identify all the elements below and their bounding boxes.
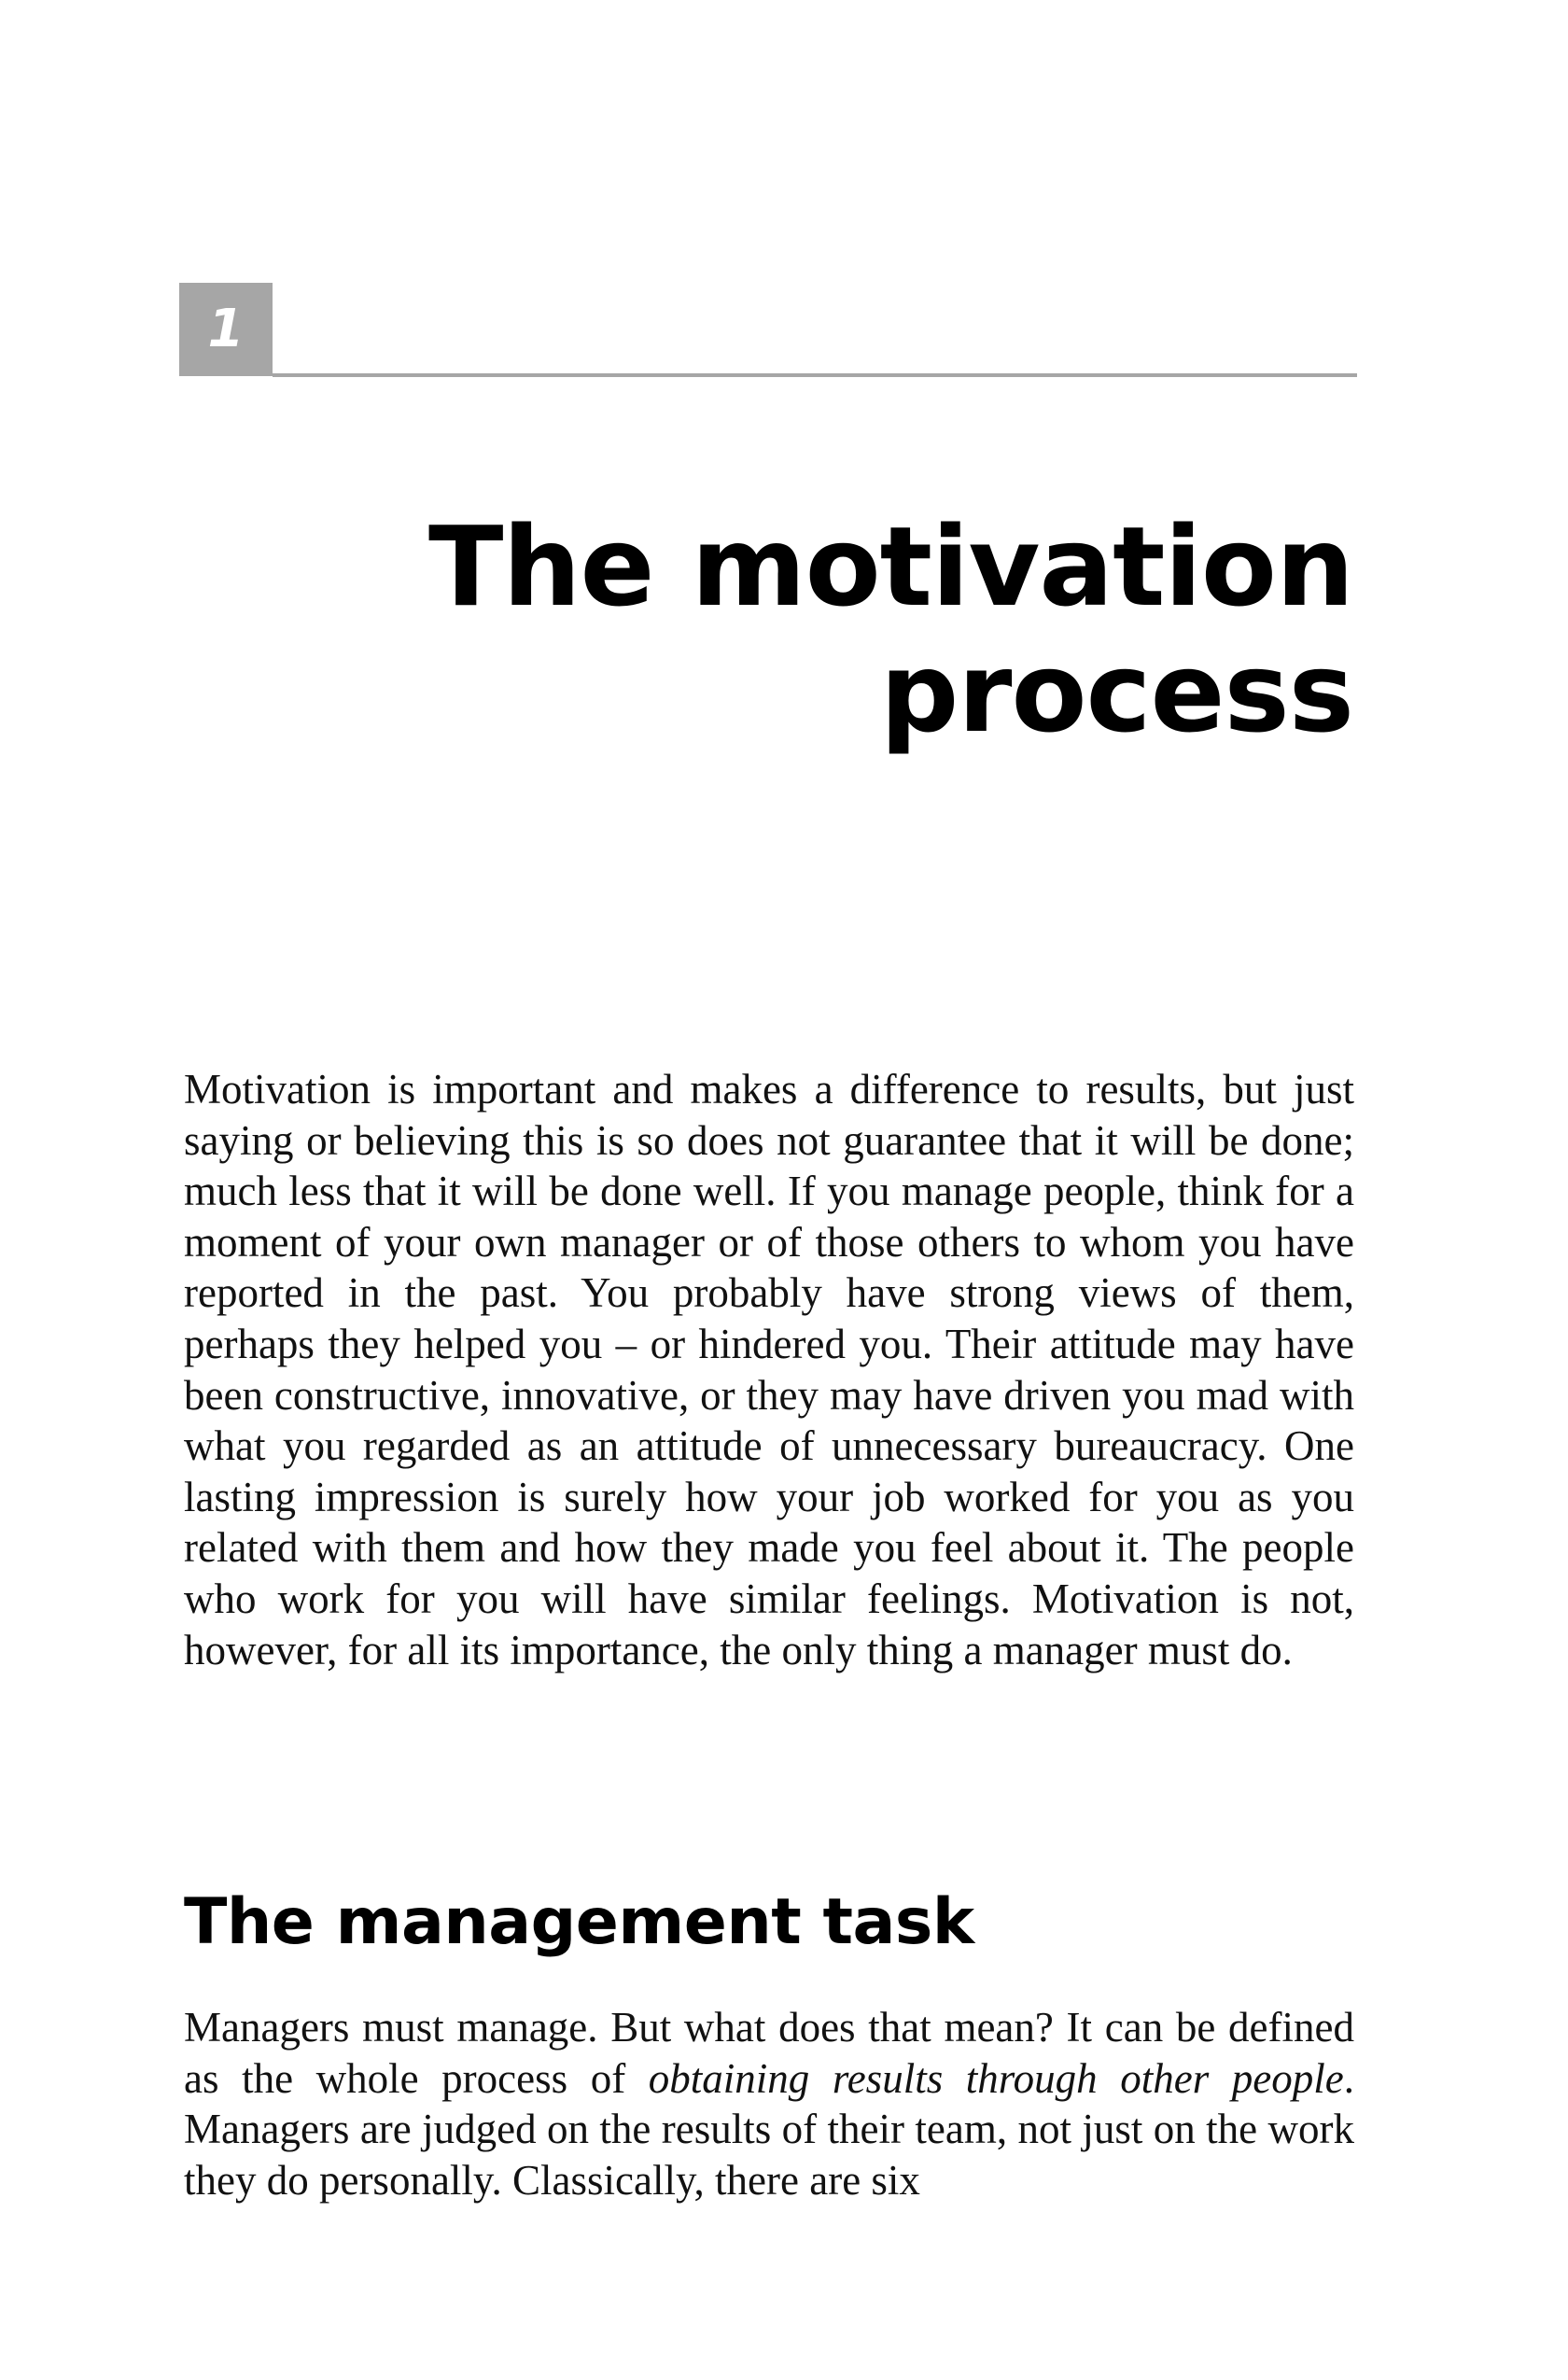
section-paragraph-emphasis: obtaining results through other people	[648, 2054, 1344, 2102]
section-paragraph-text-2: . Managers are judged on the results of their team, not just on the work they do personally. Classically, there are six	[184, 2054, 1354, 2204]
section-heading: The management task	[184, 1885, 974, 1959]
chapter-rule	[273, 373, 1357, 377]
section-paragraph	[184, 2002, 1354, 2205]
chapter-number: 1	[179, 283, 273, 376]
chapter-title	[179, 504, 1353, 756]
section-paragraph-text-1: Managers must manage. But what does that mean? It can be defined as the whole process of	[184, 2004, 1354, 2102]
chapter-title-line-2: process	[879, 628, 1353, 757]
intro-paragraph: Motivation is important and makes a difference to results, but just saying or believing this is so does not guarantee that it will be done; much less that it will be done well. If you manage people, think for a moment of your own manager or of those others to whom you have reported in the past. You probably have strong views of them, perhaps they helped you – or hindered you. Their attitude may have been constructive, innovative, or they may have driven you mad with what you regarded as an attitude of unnecessary bureaucracy. One lasting impression is surely how your job worked for you as you related with them and how they made you feel about it. The people who work for you will have similar feelings. Motivation is not, however, for all its importance, the only thing a manager must do.	[184, 1066, 1354, 1673]
chapter-title-line-1: The motivation	[428, 502, 1353, 631]
chapter-header	[179, 283, 1357, 378]
